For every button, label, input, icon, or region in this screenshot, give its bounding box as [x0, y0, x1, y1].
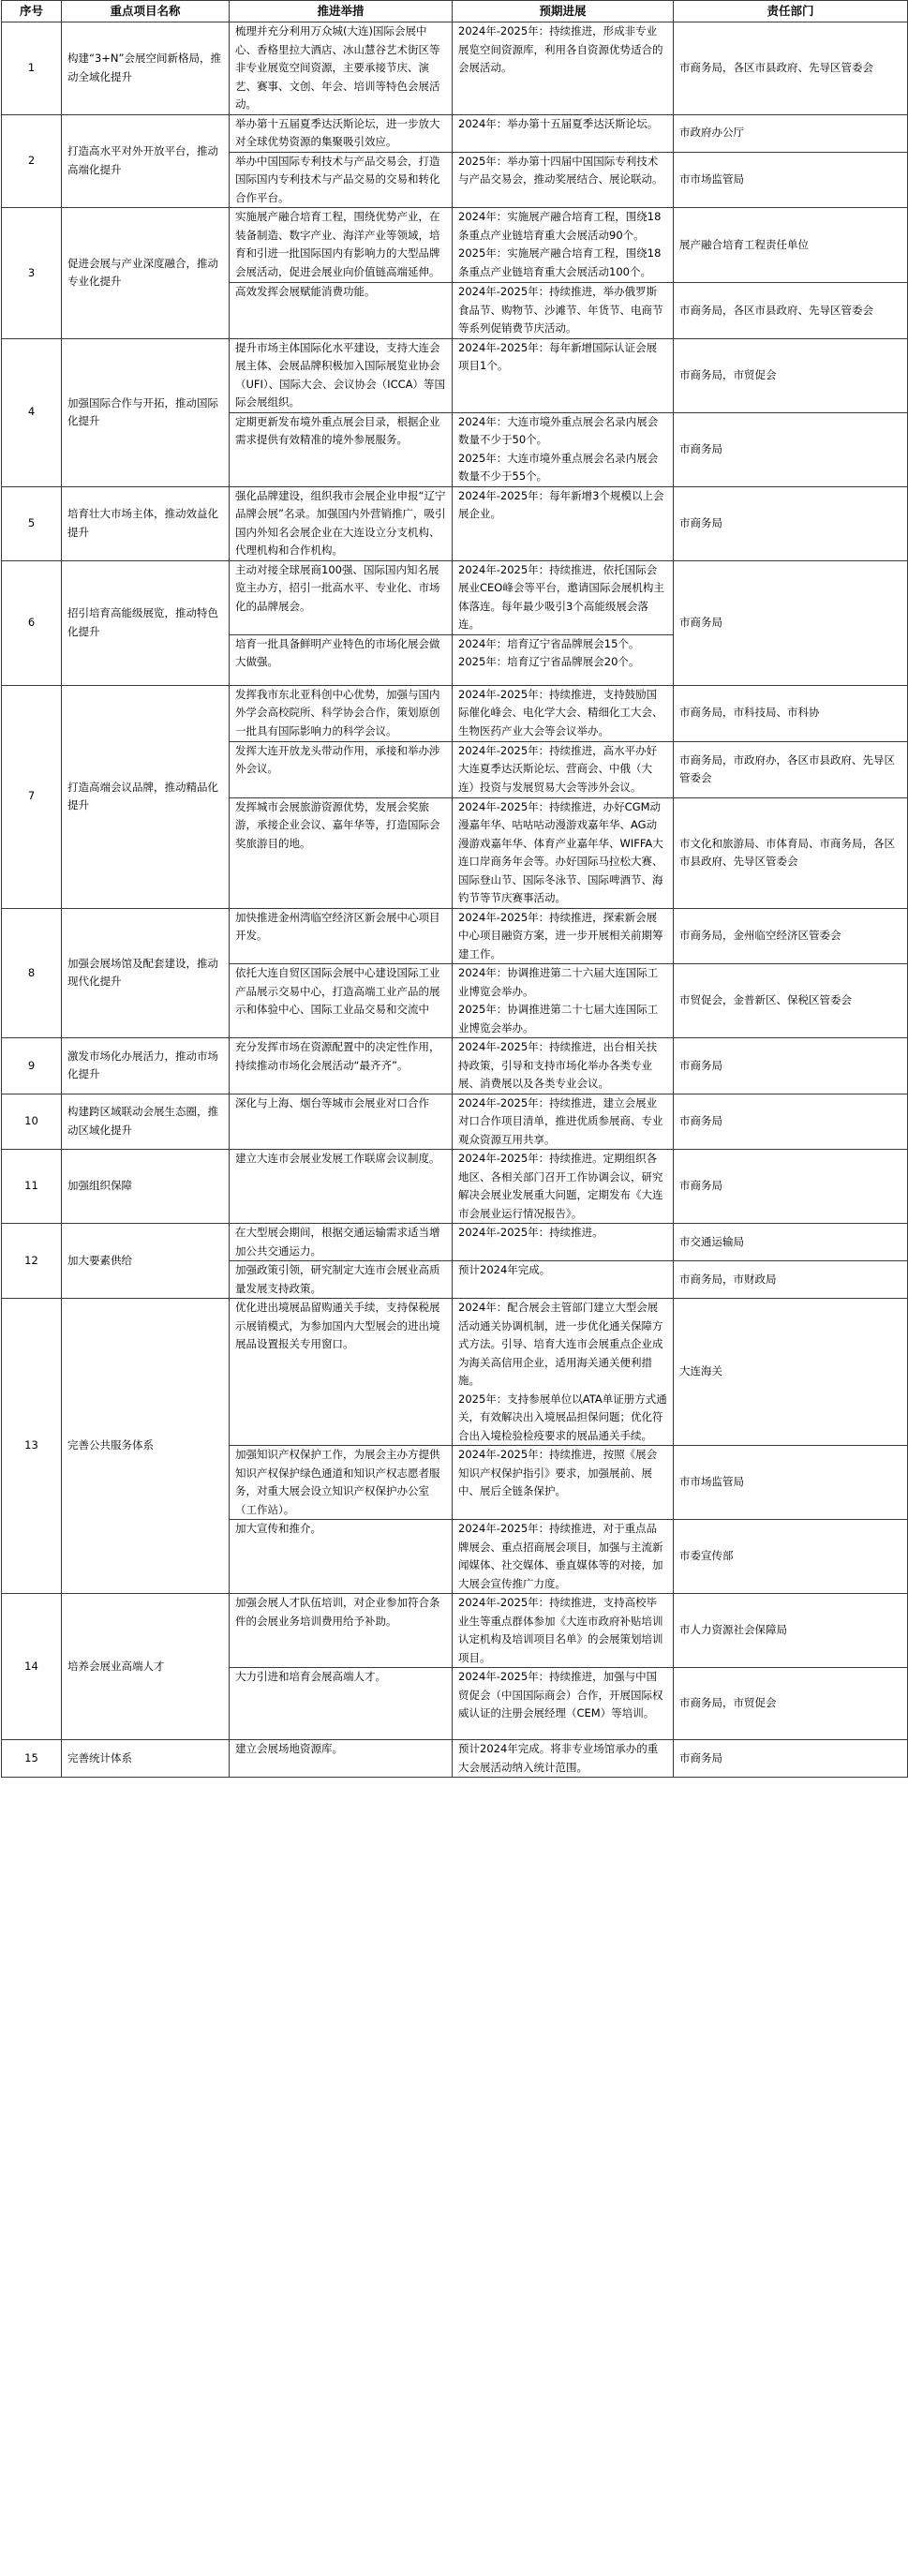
progress-line: 2024年-2025年：持续推进，高水平办好大连夏季达沃斯论坛、营商会、中俄（大连）投资与发展贸易大会等涉外会议。 [458, 743, 658, 794]
sequence-cell: 6 [2, 560, 62, 685]
progress-line: 2025年：协调推进第二十七届大连国际工业博览会举办。 [458, 1003, 659, 1035]
table-body [2, 22, 908, 1778]
progress-line: 2025年：实施展产融合培育工程，围绕18条重点产业链培育重大会展活动100个。 [458, 246, 662, 278]
progress-line: 2024年-2025年：持续推进，支持鼓励国际催化峰会、电化学大会、精细化工大会、生物医药产业大会等会议举办。 [458, 687, 663, 737]
sequence-cell: 5 [2, 486, 62, 560]
progress-line: 2024年-2025年：持续推进。 [458, 1226, 603, 1239]
progress-line: 2024年-2025年：持续推进，形成非专业展览空间资源库，利用各自资源优势适合的会展活动。 [458, 24, 663, 74]
progress-cell [453, 1520, 674, 1594]
progress-cell [453, 1446, 674, 1520]
progress-line: 预计2024年完成。将非专业场馆承办的重大会展活动纳入统计范围。 [458, 1742, 659, 1774]
progress-line: 2024年-2025年：持续推进，出台相关扶持政策，引导和支持市场化举办各类专业展、消费展以及各类专业会议。 [458, 1040, 658, 1090]
sequence-cell: 1 [2, 22, 62, 115]
progress-cell [453, 1740, 674, 1778]
key-projects-table [1, 0, 908, 1778]
measure-cell: 充分发挥市场在资源配置中的决定性作用，持续推动市场化会展活动“最齐齐”。 [230, 1038, 453, 1094]
progress-cell [453, 208, 674, 283]
measure-cell: 发挥大连开放龙头带动作用，承接和举办涉外会议。 [230, 741, 453, 797]
progress-line: 2024年-2025年：持续推进，支持高校毕业生等重点群体参加《大连市政府补贴培训认定机构及培训项目名单》的会展策划培训项目。 [458, 1596, 663, 1664]
table-row [2, 1740, 908, 1778]
progress-cell [453, 486, 674, 560]
project-name-cell: 培养会展业高端人才 [62, 1594, 230, 1740]
progress-cell [453, 1038, 674, 1094]
progress-cell [453, 152, 674, 208]
department-cell: 市商务局，市科技局、市科协 [674, 685, 908, 741]
progress-cell [453, 685, 674, 741]
progress-line: 2024年-2025年：持续推进，举办俄罗斯食品节、购物节、沙滩节、年货节、电商节等系列促销费节庆活动。 [458, 285, 663, 335]
department-cell: 市商务局 [674, 412, 908, 486]
measure-cell: 发挥我市东北亚科创中心优势，加强与国内外学会高校院所、科学协会合作，策划原创一批具有国际影响力的科学会议。 [230, 685, 453, 741]
project-name-cell: 打造高水平对外开放平台，推动高端化提升 [62, 114, 230, 208]
table-row [2, 1594, 908, 1668]
project-name-cell: 构建跨区域联动会展生态圈，推动区域化提升 [62, 1094, 230, 1150]
progress-line: 2024年：培育辽宁省品牌展会15个。 [458, 636, 640, 650]
sequence-cell: 10 [2, 1094, 62, 1150]
measure-cell: 定期更新发布境外重点展会目录，根据企业需求提供有效精准的境外参展服务。 [230, 412, 453, 486]
measure-cell: 加强知识产权保护工作，为展会主办方提供知识产权保护绿色通道和知识产权志愿者服务，对重大展会设立知识产权保护办公室（工作站）。 [230, 1446, 453, 1520]
measure-cell: 发挥城市会展旅游资源优势，发展会奖旅游，承接企业会议、嘉年华等，打造国际会奖旅游目的地。 [230, 797, 453, 908]
project-name-cell: 加强会展场馆及配套建设，推动现代化提升 [62, 908, 230, 1038]
table-row [2, 1299, 908, 1446]
measure-cell: 加强政策引领，研究制定大连市会展业高质量发展支持政策。 [230, 1261, 453, 1299]
department-cell: 市商务局 [674, 560, 908, 685]
progress-line: 2025年：举办第十四届中国国际专利技术与产品交易会，推动奖展结合、展论联动。 [458, 154, 663, 186]
department-cell: 市商务局，市贸促会 [674, 338, 908, 412]
table-row [2, 486, 908, 560]
progress-line: 2024年：实施展产融合培育工程，围绕18条重点产业链培育重大会展活动90个。 [458, 210, 662, 242]
sequence-cell: 4 [2, 338, 62, 486]
measure-cell: 加大宣传和推介。 [230, 1520, 453, 1594]
project-name-cell: 完善公共服务体系 [62, 1299, 230, 1594]
department-cell: 市交通运输局 [674, 1224, 908, 1261]
department-cell: 市商务局，市财政局 [674, 1261, 908, 1299]
progress-line: 2024年：大连市境外重点展会名录内展会数量不少于50个。 [458, 414, 659, 446]
department-cell: 市商务局 [674, 1038, 908, 1094]
progress-line: 2024年-2025年：持续推进。定期组织各地区、各相关部门召开工作协调会议，研究解决会展业发展重大问题，定期发布《大连市会展业运行情况报告》。 [458, 1152, 663, 1220]
measure-cell: 举办中国国际专利技术与产品交易会，打造国际国内专利技术与产品交易的交易和转化合作平台。 [230, 152, 453, 208]
header-seq: 序号 [2, 1, 62, 22]
progress-cell [453, 797, 674, 908]
table-row [2, 1094, 908, 1150]
project-name-cell: 促进会展与产业深度融合，推动专业化提升 [62, 208, 230, 339]
table-row [2, 22, 908, 115]
progress-line: 2024年-2025年：持续推进，建立会展业对口合作项目清单，推进优质参展商、专业观众资源互用共享。 [458, 1095, 663, 1146]
department-cell: 市商务局，各区市县政府、先导区管委会 [674, 283, 908, 339]
progress-cell [453, 1224, 674, 1261]
progress-cell [453, 964, 674, 1038]
measure-cell: 建立会展场地资源库。 [230, 1740, 453, 1778]
project-name-cell: 加强国际合作与开拓，推动国际化提升 [62, 338, 230, 486]
project-name-cell: 完善统计体系 [62, 1740, 230, 1778]
sequence-cell: 14 [2, 1594, 62, 1740]
project-name-cell: 激发市场化办展活力，推动市场化提升 [62, 1038, 230, 1094]
progress-cell [453, 1261, 674, 1299]
progress-line: 2024年-2025年：持续推进，探索新会展中心项目融资方案，进一步开展相关前期筹建工作。 [458, 910, 663, 960]
department-cell: 市市场监管局 [674, 1446, 908, 1520]
progress-cell [453, 1594, 674, 1668]
progress-line: 2024年-2025年：持续推进，加强与中国贸促会（中国国际商会）合作，开展国际权威认证的注册会展经理（CEM）等培训。 [458, 1670, 663, 1720]
measure-cell: 主动对接全球展商100强、国际国内知名展览主办方，招引一批高水平、专业化、市场化的品牌展会。 [230, 560, 453, 634]
measure-cell: 强化品牌建设，组织我市会展企业申报“辽宁品牌会展”名录。加强国内外营销推广，吸引国内外知名会展企业在大连设立分支机构、代理机构和合作机构。 [230, 486, 453, 560]
sequence-cell: 12 [2, 1224, 62, 1299]
progress-line: 2024年：举办第十五届夏季达沃斯论坛。 [458, 116, 659, 130]
table-row [2, 1038, 908, 1094]
measure-cell: 梳理并充分利用万众城(大连)国际会展中心、香格里拉大酒店、冰山慧谷艺术街区等非专业展览空间资源，主要承接节庆、演艺、赛事、文创、年会、培训等特色会展活动。 [230, 22, 453, 115]
progress-cell [453, 412, 674, 486]
department-cell: 市文化和旅游局、市体育局、市商务局，各区市县政府、先导区管委会 [674, 797, 908, 908]
table-row [2, 1150, 908, 1224]
department-cell: 市商务局，各区市县政府、先导区管委会 [674, 22, 908, 115]
sequence-cell: 3 [2, 208, 62, 339]
project-name-cell: 打造高端会议品牌，推动精品化提升 [62, 685, 230, 908]
progress-line: 2024年-2025年：每年新增国际认证会展项目1个。 [458, 340, 658, 372]
department-cell: 市市场监管局 [674, 152, 908, 208]
progress-line: 2024年-2025年：每年新增3个规模以上会展企业。 [458, 488, 664, 520]
table-row [2, 560, 908, 634]
sequence-cell: 11 [2, 1150, 62, 1224]
table-row [2, 685, 908, 741]
measure-cell: 在大型展会期间，根据交通运输需求适当增加公共交通运力。 [230, 1224, 453, 1261]
measure-cell: 优化进出境展品留购通关手续，支持保税展示展销模式，为参加国内大型展会的进出境展品设置报关专用窗口。 [230, 1299, 453, 1446]
department-cell: 市人力资源社会保障局 [674, 1594, 908, 1668]
measure-cell: 深化与上海、烟台等城市会展业对口合作 [230, 1094, 453, 1150]
measure-cell: 培育一批具备鲜明产业特色的市场化展会做大做强。 [230, 634, 453, 685]
sequence-cell: 7 [2, 685, 62, 908]
project-name-cell: 培育壮大市场主体，推动效益化提升 [62, 486, 230, 560]
sequence-cell: 13 [2, 1299, 62, 1594]
department-cell: 市商务局，市政府办，各区市县政府、先导区管委会 [674, 741, 908, 797]
progress-line: 2024年-2025年：持续推进，依托国际会展业CEO峰会等平台，邀请国际会展机构主体落连。每年最少吸引3个高能级展会落连。 [458, 562, 664, 631]
progress-cell [453, 338, 674, 412]
header-row [2, 1, 908, 22]
department-cell: 市商务局 [674, 486, 908, 560]
progress-line: 2024年-2025年：持续推进，按照《展会知识产权保护指引》要求，加强展前、展中、展后全链条保护。 [458, 1448, 658, 1497]
measure-cell: 举办第十五届夏季达沃斯论坛，进一步放大对全球优势资源的集聚吸引效应。 [230, 114, 453, 152]
measure-cell: 加强会展人才队伍培训，对企业参加符合条件的会展业务培训费用给予补助。 [230, 1594, 453, 1668]
sequence-cell: 2 [2, 114, 62, 208]
project-name-cell: 加大要素供给 [62, 1224, 230, 1299]
measure-cell: 建立大连市会展业发展工作联席会议制度。 [230, 1150, 453, 1224]
progress-cell [453, 908, 674, 964]
header-project: 重点项目名称 [62, 1, 230, 22]
sequence-cell: 8 [2, 908, 62, 1038]
progress-cell [453, 1150, 674, 1224]
progress-line: 2024年-2025年：持续推进，对于重点品牌展会、重点招商展会项目，加强与主流新闻媒体、社交媒体、垂直媒体等的对接，加大展会宣传推广力度。 [458, 1522, 663, 1590]
progress-cell [453, 1668, 674, 1740]
progress-cell [453, 283, 674, 339]
sequence-cell: 15 [2, 1740, 62, 1778]
table-row [2, 908, 908, 964]
progress-cell [453, 114, 674, 152]
progress-cell [453, 1299, 674, 1446]
sequence-cell: 9 [2, 1038, 62, 1094]
progress-line: 2025年：支持参展单位以ATA单证册方式通关，有效解决出入境展品担保问题；优化符合出入境检验检疫要求的展品通关手续。 [458, 1392, 667, 1442]
measure-cell: 实施展产融合培育工程，围绕优势产业，在装备制造、数字产业、海洋产业等领域，培育和引进一批国际国内有影响力的大型品牌会展活动，促进会展业向价值链高端延伸。 [230, 208, 453, 283]
progress-line: 2024年-2025年：持续推进，办好CGM动漫嘉年华、咕咕咕动漫游戏嘉年华、AG动漫游戏嘉年华、体育产业嘉年华、WIFFA大连口岸商务年会等。办好国际马拉松大赛、国际登山节、国际冬泳节、国际啤酒节、海钓节等节庆赛事活动。 [458, 799, 663, 904]
table-row [2, 1224, 908, 1261]
progress-line: 2024年：配合展会主管部门建立大型会展活动通关协调机制，进一步优化通关保障方式方法。引导、培育大连市会展重点企业成为海关高信用企业，适用海关通关便利措施。 [458, 1301, 663, 1387]
header-progress: 预期进展 [453, 1, 674, 22]
department-cell: 展产融合培育工程责任单位 [674, 208, 908, 283]
progress-cell [453, 1094, 674, 1150]
department-cell: 大连海关 [674, 1299, 908, 1446]
project-name-cell: 构建“3+N”会展空间新格局，推动全域化提升 [62, 22, 230, 115]
department-cell: 市商务局，市贸促会 [674, 1668, 908, 1740]
project-name-cell: 招引培育高能级展览，推动特色化提升 [62, 560, 230, 685]
progress-line: 2025年：培育辽宁省品牌展会20个。 [458, 655, 640, 668]
measure-cell: 提升市场主体国际化水平建设，支持大连会展主体、会展品牌积极加入国际展览业协会（UFI）、国际大会、会议协会（ICCA）等国际会展组织。 [230, 338, 453, 412]
department-cell: 市委宣传部 [674, 1520, 908, 1594]
header-department: 责任部门 [674, 1, 908, 22]
table-row [2, 114, 908, 152]
department-cell: 市贸促会，金普新区、保税区管委会 [674, 964, 908, 1038]
progress-cell [453, 741, 674, 797]
progress-cell [453, 22, 674, 115]
measure-cell: 高效发挥会展赋能消费功能。 [230, 283, 453, 339]
department-cell: 市政府办公厅 [674, 114, 908, 152]
measure-cell: 依托大连自贸区国际会展中心建设国际工业产品展示交易中心，打造高端工业产品的展示和体验中心、国际工业品交易和交流中 [230, 964, 453, 1038]
progress-cell [453, 634, 674, 685]
department-cell: 市商务局 [674, 1150, 908, 1224]
progress-line: 预计2024年完成。 [458, 1263, 551, 1276]
department-cell: 市商务局 [674, 1094, 908, 1150]
table-row [2, 208, 908, 283]
measure-cell: 大力引进和培育会展高端人才。 [230, 1668, 453, 1740]
progress-line: 2024年：协调推进第二十六届大连国际工业博览会举办。 [458, 966, 659, 998]
header-measures: 推进举措 [230, 1, 453, 22]
department-cell: 市商务局 [674, 1740, 908, 1778]
project-name-cell: 加强组织保障 [62, 1150, 230, 1224]
progress-line: 2025年：大连市境外重点展会名录内展会数量不少于55个。 [458, 451, 659, 483]
department-cell: 市商务局，金州临空经济区管委会 [674, 908, 908, 964]
measure-cell: 加快推进金州湾临空经济区新会展中心项目开发。 [230, 908, 453, 964]
table-row [2, 338, 908, 412]
progress-cell [453, 560, 674, 634]
